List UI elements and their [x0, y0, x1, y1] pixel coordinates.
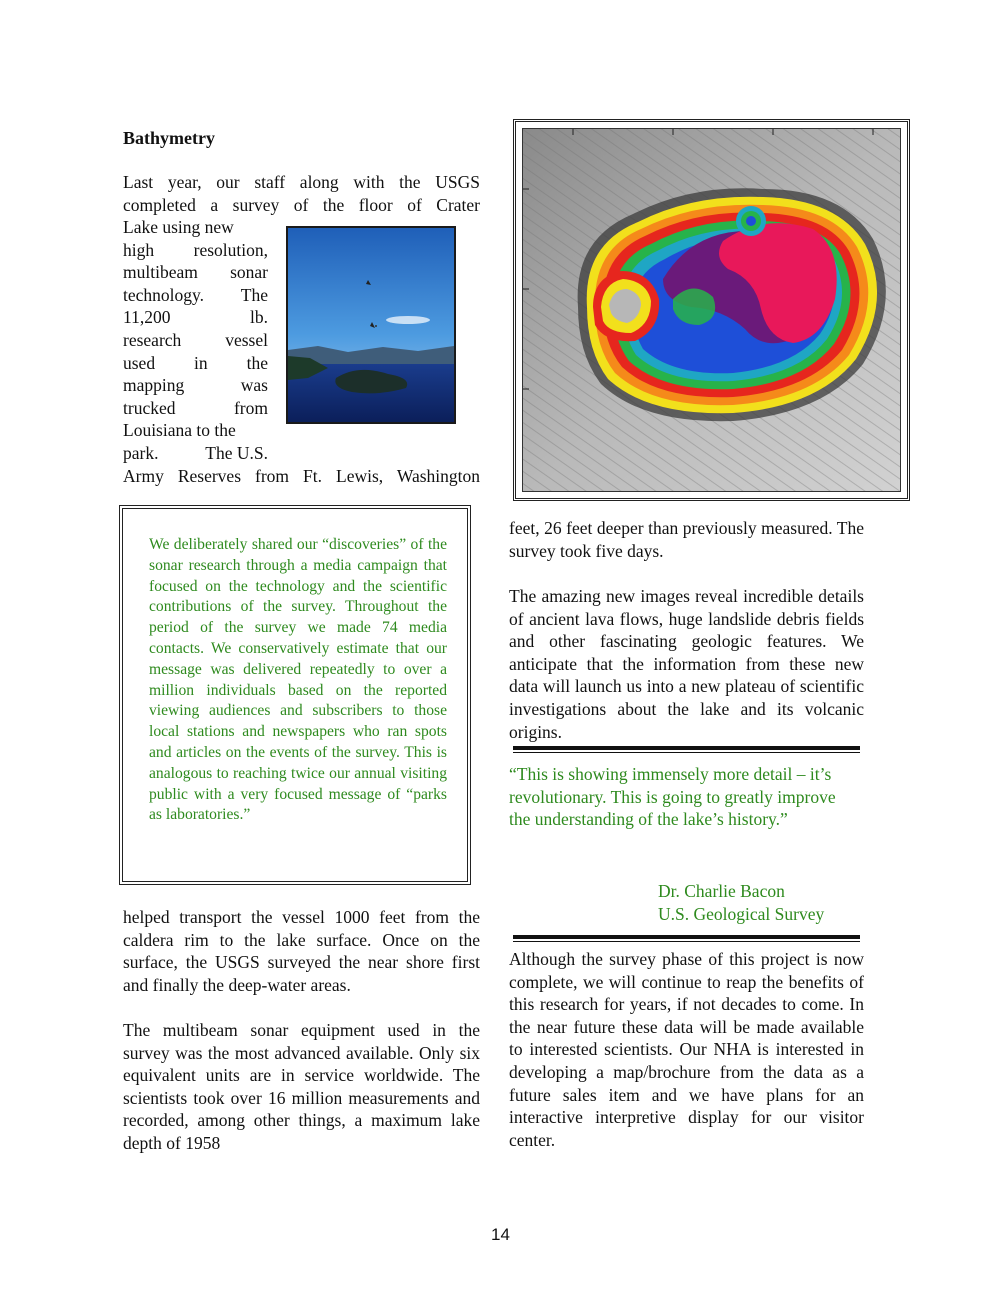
narrow-text-line	[123, 374, 268, 397]
section-rule	[513, 935, 860, 942]
bathymetry-map	[513, 119, 910, 501]
bathymetry-map-image	[523, 129, 901, 492]
article-heading: Bathymetry	[123, 128, 215, 148]
narrow-text-word: Lake using new	[123, 217, 234, 237]
narrow-text-word: was	[240, 375, 268, 396]
narrow-text-line	[123, 239, 268, 262]
narrow-text-word: research	[123, 329, 182, 350]
right-paragraph-depth: feet, 26 feet deeper than previously measured. The survey took five days.	[509, 518, 864, 561]
narrow-text-word: from	[233, 397, 268, 418]
narrow-text-word: used	[123, 352, 156, 373]
pull-quote: “This is showing immensely more detail – it’s revolutionary. This is going to greatly improve the understanding of the lake’s history.”	[509, 764, 836, 830]
page-number: 14	[491, 1225, 510, 1244]
section-rule	[513, 746, 860, 753]
army-reserves-line: Army Reserves from Ft. Lewis, Washington	[123, 466, 480, 486]
narrow-text-line	[123, 442, 268, 465]
crater-lake-photo	[286, 226, 456, 424]
narrow-text-word: trucked	[123, 397, 176, 418]
intro-line: Last year, our staff along with the USGS	[123, 172, 480, 192]
narrow-text-word: technology.	[123, 284, 204, 305]
narrow-text-word: in	[194, 352, 208, 373]
narrow-text-word: The	[240, 284, 268, 305]
narrow-text-line	[123, 216, 268, 239]
media-campaign-callout	[119, 505, 471, 885]
quote-author: Dr. Charlie Bacon	[658, 881, 785, 901]
left-paragraph-equipment: The multibeam sonar equipment used in the survey was the most advanced available. Only six equivalent units are in service worldwide. The scientists took over 16 million measurements and recorded, among other things, a maximum lake depth of 1958	[123, 1020, 480, 1153]
narrow-text-line	[123, 284, 268, 307]
narrow-text-word: Louisiana to the	[123, 420, 236, 441]
left-paragraph-transport: helped transport the vessel 1000 feet from the caldera rim to the lake surface. Once on the surface, the USGS surveyed the near shore first and finally the deep-water areas.	[123, 907, 480, 995]
quote-organization: U.S. Geological Survey	[658, 904, 825, 924]
narrow-text-line	[123, 329, 268, 352]
narrow-text-word: sonar	[230, 262, 268, 283]
narrow-text-column	[123, 216, 268, 465]
narrow-text-word: lb.	[250, 307, 268, 328]
narrow-text-word: high	[123, 239, 155, 260]
intro-paragraph	[123, 171, 480, 216]
right-paragraph-images: The amazing new images reveal incredible details of ancient lava flows, huge landslide debris fields and other fascinating geologic features. We anticipate that the information from these new data will launch us into a new plateau of scientific investigations about the lake and its volcanic origins.	[509, 586, 864, 742]
narrow-text-word: 11,200	[123, 307, 171, 328]
right-paragraph-future: Although the survey phase of this project is now complete, we will continue to reap the benefits of this research for years, if not decades to come. In the near future these data will be made available to interested scientists. Our NHA is interested in developing a map/brochure from the data as a future sales item and we have plans for an interactive interpretive display for our visitor center.	[509, 949, 864, 1150]
narrow-text-line	[123, 419, 268, 442]
narrow-text-word: the	[246, 352, 268, 373]
narrow-text-line	[123, 397, 268, 420]
narrow-text-line	[123, 352, 268, 375]
crater-lake-photo-image	[288, 228, 454, 422]
narrow-text-word: resolution,	[193, 239, 268, 260]
intro-line: completed a survey of the floor of Crater	[123, 194, 480, 215]
narrow-text-word: mapping	[123, 375, 185, 396]
narrow-text-line	[123, 306, 268, 329]
callout-text: We deliberately shared our “discoveries” of the sonar research through a media campaign that focused on the technology and the scientific contributions of the survey. Throughout the period of the survey we made 74 media contacts. We conservatively estimate that our message was delivered repeatedly to over a million individuals based on the reported viewing audiences and subscribers to those local stations and newspapers who ran spots and articles on the events of the survey. This is analogous to reaching twice our annual visiting public with a very focused message of “parks as laboratories.”	[149, 536, 447, 824]
narrow-text-line	[123, 261, 268, 284]
narrow-text-word: vessel	[225, 329, 268, 350]
narrow-text-word: park.	[123, 442, 159, 463]
narrow-text-word: The U.S.	[205, 442, 268, 463]
narrow-text-word: multibeam	[123, 262, 198, 283]
